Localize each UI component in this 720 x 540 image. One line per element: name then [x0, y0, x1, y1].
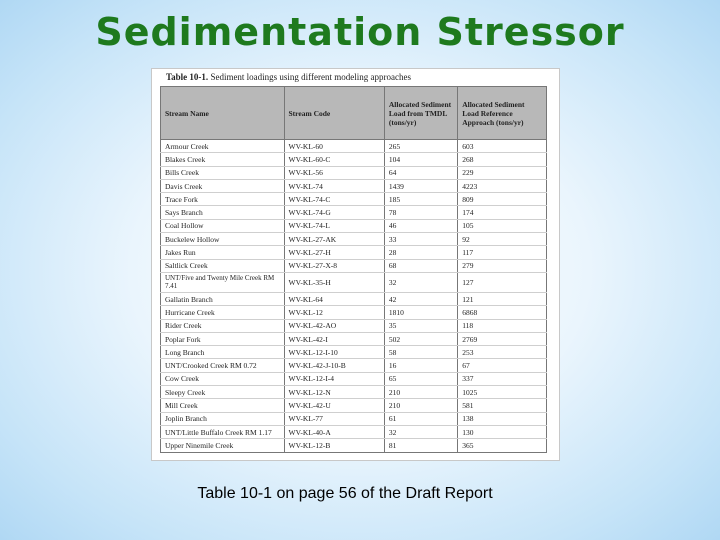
stream-name-cell: Coal Hollow: [161, 219, 285, 232]
table-row: [161, 246, 547, 259]
tmdl-load-cell: 210: [384, 399, 457, 412]
stream-name-cell: Joplin Branch: [161, 412, 285, 425]
stream-name-cell: Mill Creek: [161, 399, 285, 412]
tmdl-load-cell: 33: [384, 233, 457, 246]
stream-name-cell: UNT/Crooked Creek RM 0.72: [161, 359, 285, 372]
stream-code-cell: WV-KL-74-L: [284, 219, 384, 232]
stream-code-cell: WV-KL-74-G: [284, 206, 384, 219]
table-row: [161, 272, 547, 292]
stream-code-cell: WV-KL-12: [284, 306, 384, 319]
tmdl-load-cell: 64: [384, 166, 457, 179]
table-row: [161, 439, 547, 452]
table-row: [161, 412, 547, 425]
stream-name-cell: Saltlick Creek: [161, 259, 285, 272]
reference-load-cell: 603: [458, 140, 547, 153]
table-caption-text: Sediment loadings using different modeling approaches: [210, 72, 411, 82]
tmdl-load-cell: 81: [384, 439, 457, 452]
table-row: [161, 399, 547, 412]
reference-load-cell: 581: [458, 399, 547, 412]
table-row: [161, 206, 547, 219]
stream-name-cell: Blakes Creek: [161, 153, 285, 166]
stream-code-cell: WV-KL-12-I-4: [284, 372, 384, 385]
reference-load-cell: 105: [458, 219, 547, 232]
tmdl-load-cell: 42: [384, 292, 457, 305]
stream-name-cell: Says Branch: [161, 206, 285, 219]
reference-load-cell: 130: [458, 425, 547, 438]
reference-load-cell: 174: [458, 206, 547, 219]
reference-load-cell: 1025: [458, 386, 547, 399]
stream-code-cell: WV-KL-12-B: [284, 439, 384, 452]
reference-load-cell: 337: [458, 372, 547, 385]
stream-code-cell: WV-KL-42-I: [284, 332, 384, 345]
table-row: [161, 425, 547, 438]
sediment-loadings-table: [160, 86, 547, 453]
stream-code-cell: WV-KL-27-AK: [284, 233, 384, 246]
tmdl-load-cell: 68: [384, 259, 457, 272]
reference-load-cell: 268: [458, 153, 547, 166]
stream-code-cell: WV-KL-42-AO: [284, 319, 384, 332]
stream-code-cell: WV-KL-35-H: [284, 272, 384, 292]
reference-load-cell: 92: [458, 233, 547, 246]
tmdl-load-cell: 210: [384, 386, 457, 399]
tmdl-load-cell: 185: [384, 193, 457, 206]
slide-title: Sedimentation Stressor: [95, 10, 625, 54]
table-row: [161, 386, 547, 399]
stream-name-cell: Jakes Run: [161, 246, 285, 259]
stream-name-cell: UNT/Little Buffalo Creek RM 1.17: [161, 425, 285, 438]
stream-code-cell: WV-KL-12-N: [284, 386, 384, 399]
tmdl-load-cell: 502: [384, 332, 457, 345]
reference-load-cell: 67: [458, 359, 547, 372]
stream-code-cell: WV-KL-56: [284, 166, 384, 179]
reference-load-cell: 279: [458, 259, 547, 272]
stream-code-cell: WV-KL-27-H: [284, 246, 384, 259]
reference-load-cell: 121: [458, 292, 547, 305]
reference-load-cell: 138: [458, 412, 547, 425]
stream-code-cell: WV-KL-27-X-8: [284, 259, 384, 272]
tmdl-load-cell: 32: [384, 425, 457, 438]
stream-name-cell: Rider Creek: [161, 319, 285, 332]
header-stream-name: Stream Name: [161, 87, 285, 140]
table-body: [161, 140, 547, 453]
stream-name-cell: Cow Creek: [161, 372, 285, 385]
reference-load-cell: 117: [458, 246, 547, 259]
stream-name-cell: Armour Creek: [161, 140, 285, 153]
stream-name-cell: Trace Fork: [161, 193, 285, 206]
tmdl-load-cell: 104: [384, 153, 457, 166]
stream-name-cell: Bills Creek: [161, 166, 285, 179]
stream-name-cell: Davis Creek: [161, 179, 285, 192]
stream-code-cell: WV-KL-40-A: [284, 425, 384, 438]
table-row: [161, 233, 547, 246]
stream-name-cell: Buckelew Hollow: [161, 233, 285, 246]
stream-code-cell: WV-KL-64: [284, 292, 384, 305]
table-row: [161, 346, 547, 359]
header-tmdl-load: Allocated Sediment Load from TMDL (tons/yr): [384, 87, 457, 140]
tmdl-load-cell: 16: [384, 359, 457, 372]
tmdl-load-cell: 78: [384, 206, 457, 219]
table-caption-label: Table 10-1.: [166, 72, 209, 82]
tmdl-load-cell: 35: [384, 319, 457, 332]
stream-name-cell: Long Branch: [161, 346, 285, 359]
tmdl-load-cell: 32: [384, 272, 457, 292]
tmdl-load-cell: 58: [384, 346, 457, 359]
table-row: [161, 332, 547, 345]
stream-name-cell: Hurricane Creek: [161, 306, 285, 319]
reference-load-cell: 2769: [458, 332, 547, 345]
tmdl-load-cell: 1810: [384, 306, 457, 319]
reference-load-cell: 809: [458, 193, 547, 206]
table-row: [161, 372, 547, 385]
tmdl-load-cell: 46: [384, 219, 457, 232]
table-header-row: [161, 87, 547, 140]
stream-code-cell: WV-KL-77: [284, 412, 384, 425]
reference-load-cell: 253: [458, 346, 547, 359]
table-row: [161, 179, 547, 192]
stream-code-cell: WV-KL-60: [284, 140, 384, 153]
stream-code-cell: WV-KL-74-C: [284, 193, 384, 206]
table-row: [161, 193, 547, 206]
tmdl-load-cell: 28: [384, 246, 457, 259]
table-row: [161, 359, 547, 372]
reference-load-cell: 118: [458, 319, 547, 332]
table-row: [161, 292, 547, 305]
reference-load-cell: 127: [458, 272, 547, 292]
stream-name-cell: Gallatin Branch: [161, 292, 285, 305]
table-row: [161, 319, 547, 332]
stream-name-cell: Upper Ninemile Creek: [161, 439, 285, 452]
table-row: [161, 259, 547, 272]
tmdl-load-cell: 65: [384, 372, 457, 385]
tmdl-load-cell: 61: [384, 412, 457, 425]
stream-code-cell: WV-KL-42-J-10-B: [284, 359, 384, 372]
table-caption: [166, 72, 411, 82]
reference-load-cell: 365: [458, 439, 547, 452]
header-reference-load: Allocated Sediment Load Reference Approach (tons/yr): [458, 87, 547, 140]
stream-name-cell: Poplar Fork: [161, 332, 285, 345]
table-row: [161, 166, 547, 179]
stream-name-cell: Sleepy Creek: [161, 386, 285, 399]
table-row: [161, 219, 547, 232]
tmdl-load-cell: 1439: [384, 179, 457, 192]
stream-code-cell: WV-KL-42-U: [284, 399, 384, 412]
stream-code-cell: WV-KL-12-I-10: [284, 346, 384, 359]
table-row: [161, 140, 547, 153]
reference-load-cell: 4223: [458, 179, 547, 192]
reference-load-cell: 6868: [458, 306, 547, 319]
stream-code-cell: WV-KL-74: [284, 179, 384, 192]
stream-code-cell: WV-KL-60-C: [284, 153, 384, 166]
stream-name-cell: UNT/Five and Twenty Mile Creek RM 7.41: [161, 272, 285, 292]
table-row: [161, 153, 547, 166]
reference-load-cell: 229: [458, 166, 547, 179]
header-stream-code: Stream Code: [284, 87, 384, 140]
table-row: [161, 306, 547, 319]
table-image: [151, 68, 560, 461]
slide-caption: Table 10-1 on page 56 of the Draft Report: [197, 485, 493, 502]
tmdl-load-cell: 265: [384, 140, 457, 153]
